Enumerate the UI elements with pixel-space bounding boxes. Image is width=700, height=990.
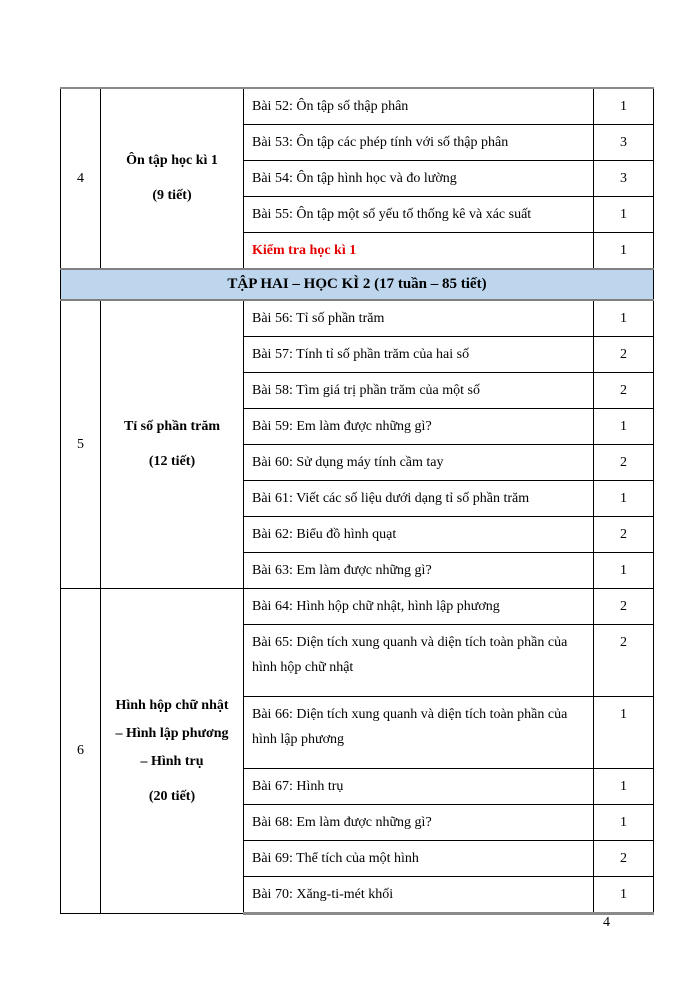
period-count-cell: 3 xyxy=(594,125,654,161)
period-count-cell: 1 xyxy=(594,197,654,233)
chapter-number-cell: 6 xyxy=(61,589,101,914)
lesson-title-cell: Bài 52: Ôn tập số thập phân xyxy=(244,88,594,125)
period-count-cell: 2 xyxy=(594,625,654,697)
topic-cell xyxy=(101,589,244,914)
chapter-number-cell: 4 xyxy=(61,88,101,269)
period-count-cell: 1 xyxy=(594,300,654,337)
lesson-title-cell: Bài 56: Tỉ số phần trăm xyxy=(244,300,594,337)
period-count-cell: 1 xyxy=(594,409,654,445)
lesson-title-cell: Bài 67: Hình trụ xyxy=(244,769,594,805)
lesson-title-cell: Bài 54: Ôn tập hình học và đo lường xyxy=(244,161,594,197)
page-number: 4 xyxy=(603,915,610,930)
period-count-cell: 1 xyxy=(594,88,654,125)
topic-cell xyxy=(101,300,244,589)
exam-title-cell: Kiểm tra học kì 1 xyxy=(244,233,594,270)
period-count-cell: 3 xyxy=(594,161,654,197)
topic-title: Tỉ số phần trăm xyxy=(123,419,221,434)
lesson-title-cell: Bài 59: Em làm được những gì? xyxy=(244,409,594,445)
lesson-title-cell: Bài 61: Viết các số liệu dưới dạng tỉ số phần trăm xyxy=(244,481,594,517)
period-count-cell: 1 xyxy=(594,697,654,769)
period-count-cell: 1 xyxy=(594,769,654,805)
lesson-title-cell: Bài 65: Diện tích xung quanh và diện tích toàn phần của hình hộp chữ nhật xyxy=(244,625,594,697)
period-count-cell: 2 xyxy=(594,589,654,625)
topic-duration: (20 tiết) xyxy=(148,788,196,804)
topic-title: Ôn tập học kì 1 xyxy=(126,153,218,168)
period-count-cell: 2 xyxy=(594,445,654,481)
period-count-cell: 2 xyxy=(594,337,654,373)
lesson-title-cell: Bài 55: Ôn tập một số yếu tố thống kê và xác suất xyxy=(244,197,594,233)
period-count-cell: 1 xyxy=(594,805,654,841)
table-row xyxy=(61,300,654,337)
lesson-title-cell: Bài 58: Tìm giá trị phần trăm của một số xyxy=(244,373,594,409)
chapter-number-cell: 5 xyxy=(61,300,101,589)
lesson-title-cell: Bài 68: Em làm được những gì? xyxy=(244,805,594,841)
period-count-cell: 2 xyxy=(594,517,654,553)
lesson-title-cell: Bài 70: Xăng-ti-mét khối xyxy=(244,877,594,914)
lesson-title-cell: Bài 66: Diện tích xung quanh và diện tích toàn phần của hình lập phương xyxy=(244,697,594,769)
table-row xyxy=(61,589,654,625)
lesson-title-cell: Bài 60: Sử dụng máy tính cầm tay xyxy=(244,445,594,481)
topic-duration: (12 tiết) xyxy=(148,454,196,469)
topic-duration: (9 tiết) xyxy=(152,188,192,203)
topic-cell xyxy=(101,88,244,269)
period-count-cell: 1 xyxy=(594,233,654,270)
topic-title: – Hình lập phương xyxy=(115,725,229,741)
lesson-title-cell: Bài 64: Hình hộp chữ nhật, hình lập phương xyxy=(244,589,594,625)
topic-title: – Hình trụ xyxy=(140,753,204,769)
period-count-cell: 2 xyxy=(594,373,654,409)
period-count-cell: 2 xyxy=(594,841,654,877)
part-header-cell: TẬP HAI – HỌC KÌ 2 (17 tuần – 85 tiết) xyxy=(61,269,654,300)
curriculum-table-container xyxy=(60,87,653,915)
table-row xyxy=(61,88,654,125)
lesson-title-cell: Bài 53: Ôn tập các phép tính với số thập phân xyxy=(244,125,594,161)
lesson-title-cell: Bài 63: Em làm được những gì? xyxy=(244,553,594,589)
topic-title: Hình hộp chữ nhật xyxy=(115,697,229,713)
lesson-title-cell: Bài 62: Biểu đồ hình quạt xyxy=(244,517,594,553)
part-header-row xyxy=(61,269,654,300)
period-count-cell: 1 xyxy=(594,877,654,914)
period-count-cell: 1 xyxy=(594,481,654,517)
period-count-cell: 1 xyxy=(594,553,654,589)
lesson-title-cell: Bài 57: Tính tỉ số phần trăm của hai số xyxy=(244,337,594,373)
lesson-title-cell: Bài 69: Thể tích của một hình xyxy=(244,841,594,877)
curriculum-table xyxy=(60,87,654,915)
